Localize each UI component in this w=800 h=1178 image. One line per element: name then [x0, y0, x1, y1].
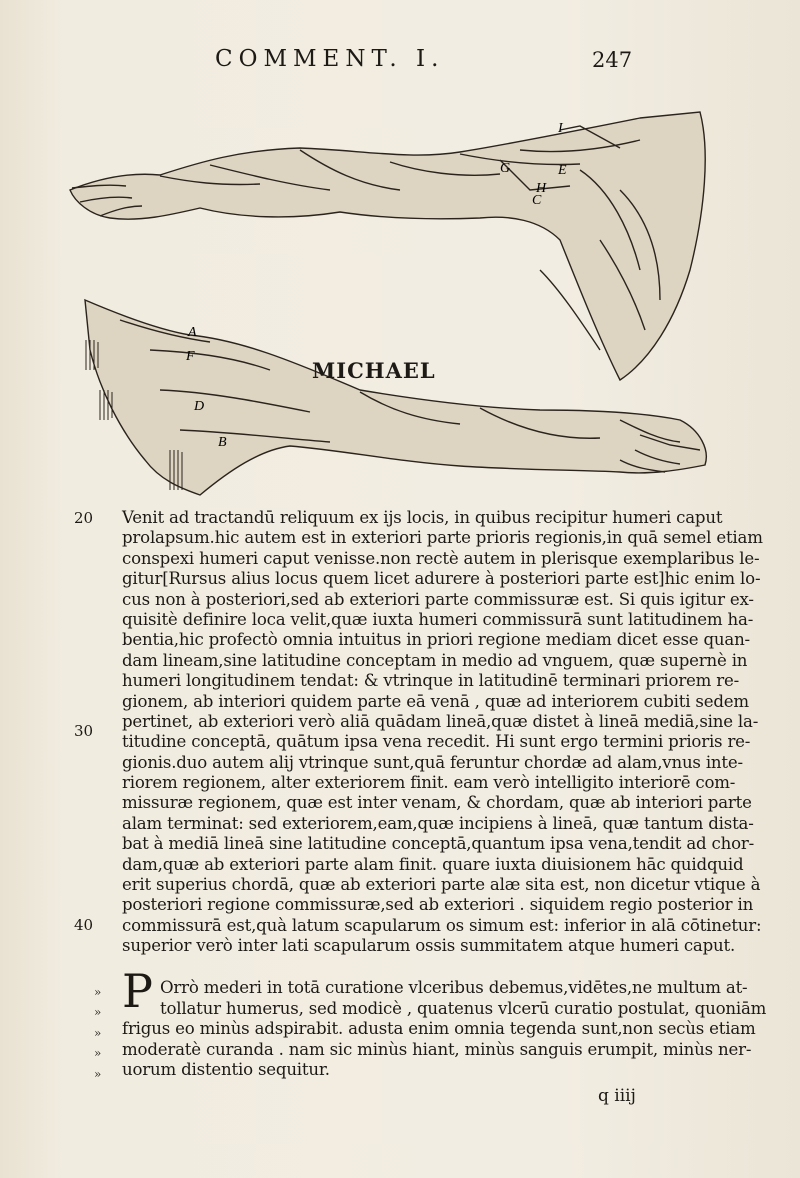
text-line: Venit ad tractandū reliquum ex ijs locis, in quibus recipitur humeri caput: [122, 508, 723, 527]
text-line: riorem regionem, alter exteriorem finit. eam verò intelligito interiorē com-: [122, 773, 736, 793]
fig-label-h: H: [536, 181, 547, 196]
figure-caption: MICHAEL: [312, 358, 436, 383]
quote-mark: »: [94, 1046, 102, 1060]
text-line: uorum distentio sequitur.: [122, 1060, 330, 1079]
margin-line-number: 30: [74, 722, 94, 740]
quote-mark: »: [94, 1026, 102, 1040]
text-line: prolapsum.hic autem est in exteriori parte prioris regionis,in quā semel etiam: [122, 528, 763, 548]
paragraph-1: [122, 508, 763, 957]
text-line: conspexi humeri caput venisse.non rectè autem in plerisque exemplaribus le-: [122, 548, 760, 568]
running-title: COMMENT. I.: [215, 46, 445, 72]
margin-line-number: 40: [74, 916, 94, 934]
drop-cap: P: [122, 964, 153, 1018]
text-line: dam,quæ ab exteriori parte alam finit. quare iuxta diuisionem hāc quidquid: [122, 854, 744, 874]
text-line: missuræ regionem, quæ est inter venam, & chordam, quæ ab interiori parte: [122, 793, 752, 813]
quote-mark: »: [94, 1005, 102, 1019]
text-line: gionis.duo autem alij vtrinque sunt,quā feruntur chordæ ad alam,vnus inte-: [122, 752, 743, 772]
text-line: tollatur humerus, sed modicè , quatenus vlcerū curatio postulat, quoniām: [160, 999, 767, 1018]
fig-label-g: G: [500, 161, 511, 176]
text-line: gitur[Rursus alius locus quem licet adurere à posteriori parte est]hic enim lo-: [122, 569, 761, 589]
fig-label-f: F: [186, 349, 195, 364]
text-line: commissurā est,quà latum scapularum os simum est: inferior in alā cōtinetur:: [122, 915, 762, 935]
anatomical-figure: [60, 90, 720, 500]
page-number: 247: [592, 48, 633, 72]
quote-mark: »: [94, 1067, 102, 1081]
text-line: moderatè curanda . nam sic minùs hiant, minùs sanguis erumpit, minùs ner-: [122, 1040, 752, 1059]
fig-label-e: E: [558, 163, 567, 178]
fig-label-c: C: [532, 193, 542, 208]
text-line: posteriori regione commissuræ,sed ab exteriori . siquidem regio posterior in: [122, 895, 754, 915]
fig-label-b: B: [218, 435, 227, 450]
text-line: humeri longitudinem tendat: & vtrinque in latitudinē terminari priorem re-: [122, 671, 740, 691]
signature-mark: q iiij: [598, 1086, 636, 1106]
text-line: bat à mediā lineā sine latitudine conceptā,quantum ipsa vena,tendit ad chor-: [122, 834, 755, 854]
fig-label-i: I: [558, 121, 563, 136]
margin-line-number: 20: [74, 509, 94, 527]
text-line: cus non à posteriori,sed ab exteriori parte commissuræ est. Si quis igitur ex-: [122, 589, 754, 609]
fig-label-a: A: [188, 325, 197, 340]
text-line: Orrò mederi in totā curatione vlceribus debemus,vidētes,ne multum at-: [160, 978, 748, 997]
text-line: quisitè definire loca velit,quæ iuxta humeri commissurā sunt latitudinem ha-: [122, 609, 754, 629]
text-line: titudine conceptā, quātum ipsa vena recedit. Hi sunt ergo termini prioris re-: [122, 732, 751, 752]
fig-label-d: D: [194, 399, 205, 414]
text-line: erit superius chordā, quæ ab exteriori parte alæ sita est, non dicetur vtique à: [122, 875, 761, 895]
text-line: gionem, ab interiori quidem parte eā venā , quæ ad interiorem cubiti sedem: [122, 691, 749, 711]
page-header: [0, 46, 800, 76]
text-line: alam terminat: sed exteriorem,eam,quæ incipiens à lineā, quæ tantum dista-: [122, 813, 754, 833]
text-line: frigus eo minùs adspirabit. adusta enim omnia tegenda sunt,non secùs etiam: [122, 1019, 756, 1038]
arm-engravings: [60, 90, 720, 500]
text-line: pertinet, ab exteriori verò aliā quādam lineā,quæ distet à lineā mediā,sine la-: [122, 711, 759, 731]
text-line: dam lineam,sine latitudine conceptam in medio ad vnguem, quæ supernè in: [122, 650, 748, 670]
text-line: superior verò inter lati scapularum ossis summitatem atque humeri caput.: [122, 936, 736, 956]
quote-mark: »: [94, 985, 102, 999]
text-line: bentia,hic profectò omnia intuitus in priori regione mediam dicet esse quan-: [122, 630, 750, 650]
